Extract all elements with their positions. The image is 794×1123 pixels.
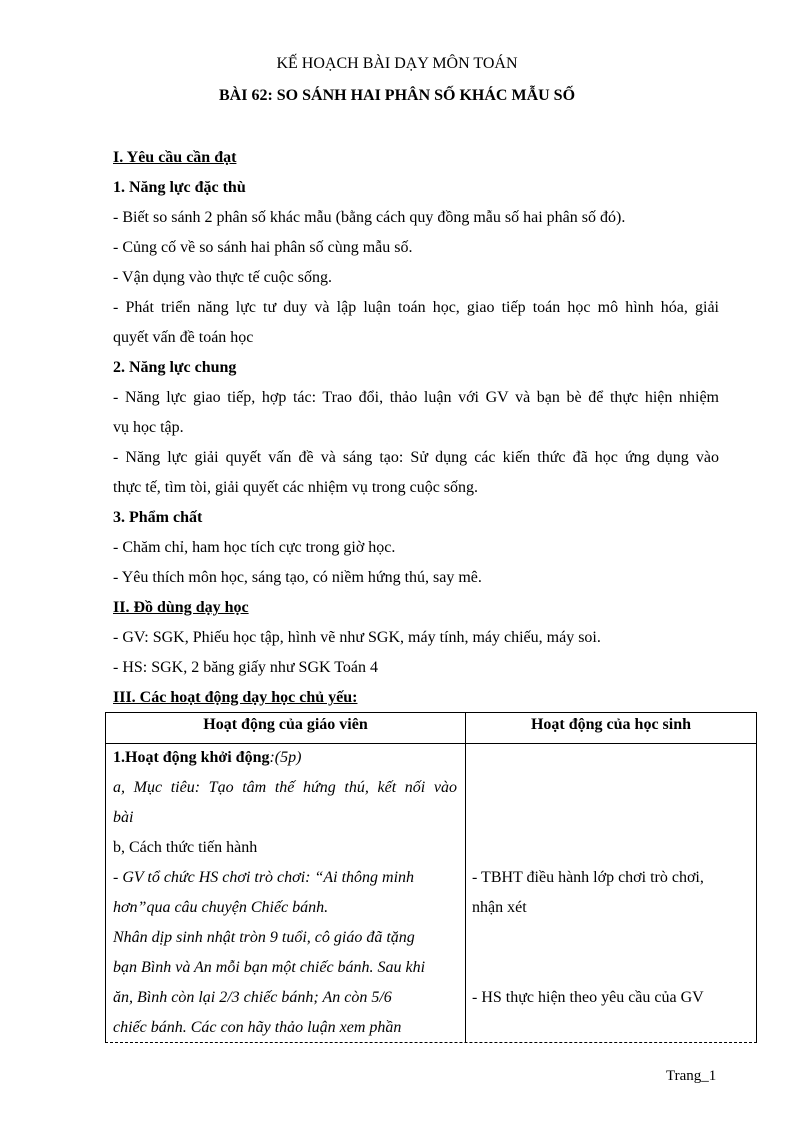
sub3-item-2: - Yêu thích môn học, sáng tạo, có niềm hứng thú, say mê.: [113, 569, 482, 586]
sub1-item-3: - Vận dụng vào thực tế cuộc sống.: [113, 269, 332, 286]
sub1-item-1: - Biết so sánh 2 phân số khác mẫu (bằng cách quy đồng mẫu số hai phân số đó).: [113, 209, 626, 226]
teacher-activity-cell: [113, 743, 457, 1043]
lesson-title: BÀI 62: SO SÁNH HAI PHÂN SỐ KHÁC MẪU SỐ: [218, 87, 576, 104]
section2-item-1: - GV: SGK, Phiếu học tập, hình vẽ như SGK, máy tính, máy chiếu, máy soi.: [113, 629, 601, 646]
goal-line1: a, Mục tiêu: Tạo tâm thế hứng thú, kết nối vào: [113, 779, 457, 796]
plan-title: KẾ HOẠCH BÀI DẠY MÔN TOÁN: [276, 55, 518, 72]
activity-heading: [113, 743, 457, 773]
student-column-header: Hoạt động của học sinh: [530, 716, 692, 733]
sub1-item-4-line1: - Phát triển năng lực tư duy và lập luận toán học, giao tiếp toán học mô hình hóa, giải: [113, 299, 719, 316]
student-response-1-line2: nhận xét: [472, 899, 527, 916]
game-line2: hơn”qua câu chuyện Chiếc bánh.: [113, 899, 329, 916]
sub3-heading: 3. Phẩm chất: [113, 509, 203, 526]
document-body: [113, 143, 719, 713]
sub2-heading: 2. Năng lực chung: [113, 359, 237, 376]
section1-heading: I. Yêu cầu cần đạt: [113, 149, 237, 166]
page-number: Trang_1: [666, 1068, 717, 1084]
teacher-column-header: Hoạt động của giáo viên: [203, 716, 368, 733]
story-line2: bạn Bình và An mỗi bạn một chiếc bánh. Sau khi: [113, 959, 426, 976]
table-header-row: [106, 713, 756, 744]
activity-title: 1.Hoạt động khởi động: [113, 749, 270, 766]
sub2-item-1-line2: vụ học tập.: [113, 419, 184, 436]
column-divider: [465, 713, 466, 1042]
sub3-item-1: - Chăm chỉ, ham học tích cực trong giờ học.: [113, 539, 396, 556]
sub2-item-2-line2: thực tế, tìm tòi, giải quyết các nhiệm vụ trong cuộc sống.: [113, 479, 479, 496]
activities-table: [105, 712, 757, 1043]
story-line1: Nhân dịp sinh nhật tròn 9 tuổi, cô giáo đã tặng: [113, 929, 415, 946]
student-response-1-line1: - TBHT điều hành lớp chơi trò chơi,: [472, 869, 704, 886]
activity-time: :(5p): [269, 749, 302, 766]
sub1-item-4-line2: quyết vấn đề toán học: [113, 329, 254, 346]
section3-heading: III. Các hoạt động dạy học chủ yếu:: [113, 689, 358, 706]
sub1-heading: 1. Năng lực đặc thù: [113, 179, 246, 196]
student-activity-cell: [472, 743, 752, 1013]
game-line1: - GV tổ chức HS chơi trò chơi: “Ai thông minh: [113, 869, 415, 886]
goal-line2: bài: [113, 809, 134, 826]
sub1-item-2: - Củng cố về so sánh hai phân số cùng mẫu số.: [113, 239, 413, 256]
section2-heading: II. Đồ dùng dạy học: [113, 599, 249, 616]
student-response-2: - HS thực hiện theo yêu cầu của GV: [472, 989, 704, 1006]
method-line: b, Cách thức tiến hành: [113, 839, 258, 856]
section2-item-2: - HS: SGK, 2 băng giấy như SGK Toán 4: [113, 659, 379, 676]
story-line4: chiếc bánh. Các con hãy thảo luận xem phần: [113, 1019, 402, 1036]
story-line3: ăn, Bình còn lại 2/3 chiếc bánh; An còn 5/6: [113, 989, 392, 1006]
sub2-item-1-line1: - Năng lực giao tiếp, hợp tác: Trao đổi, thảo luận với GV và bạn bè để thực hiện nhiệm: [113, 389, 719, 406]
sub2-item-2-line1: - Năng lực giải quyết vấn đề và sáng tạo: Sử dụng các kiến thức đã học ứng dụng vào: [113, 449, 719, 466]
